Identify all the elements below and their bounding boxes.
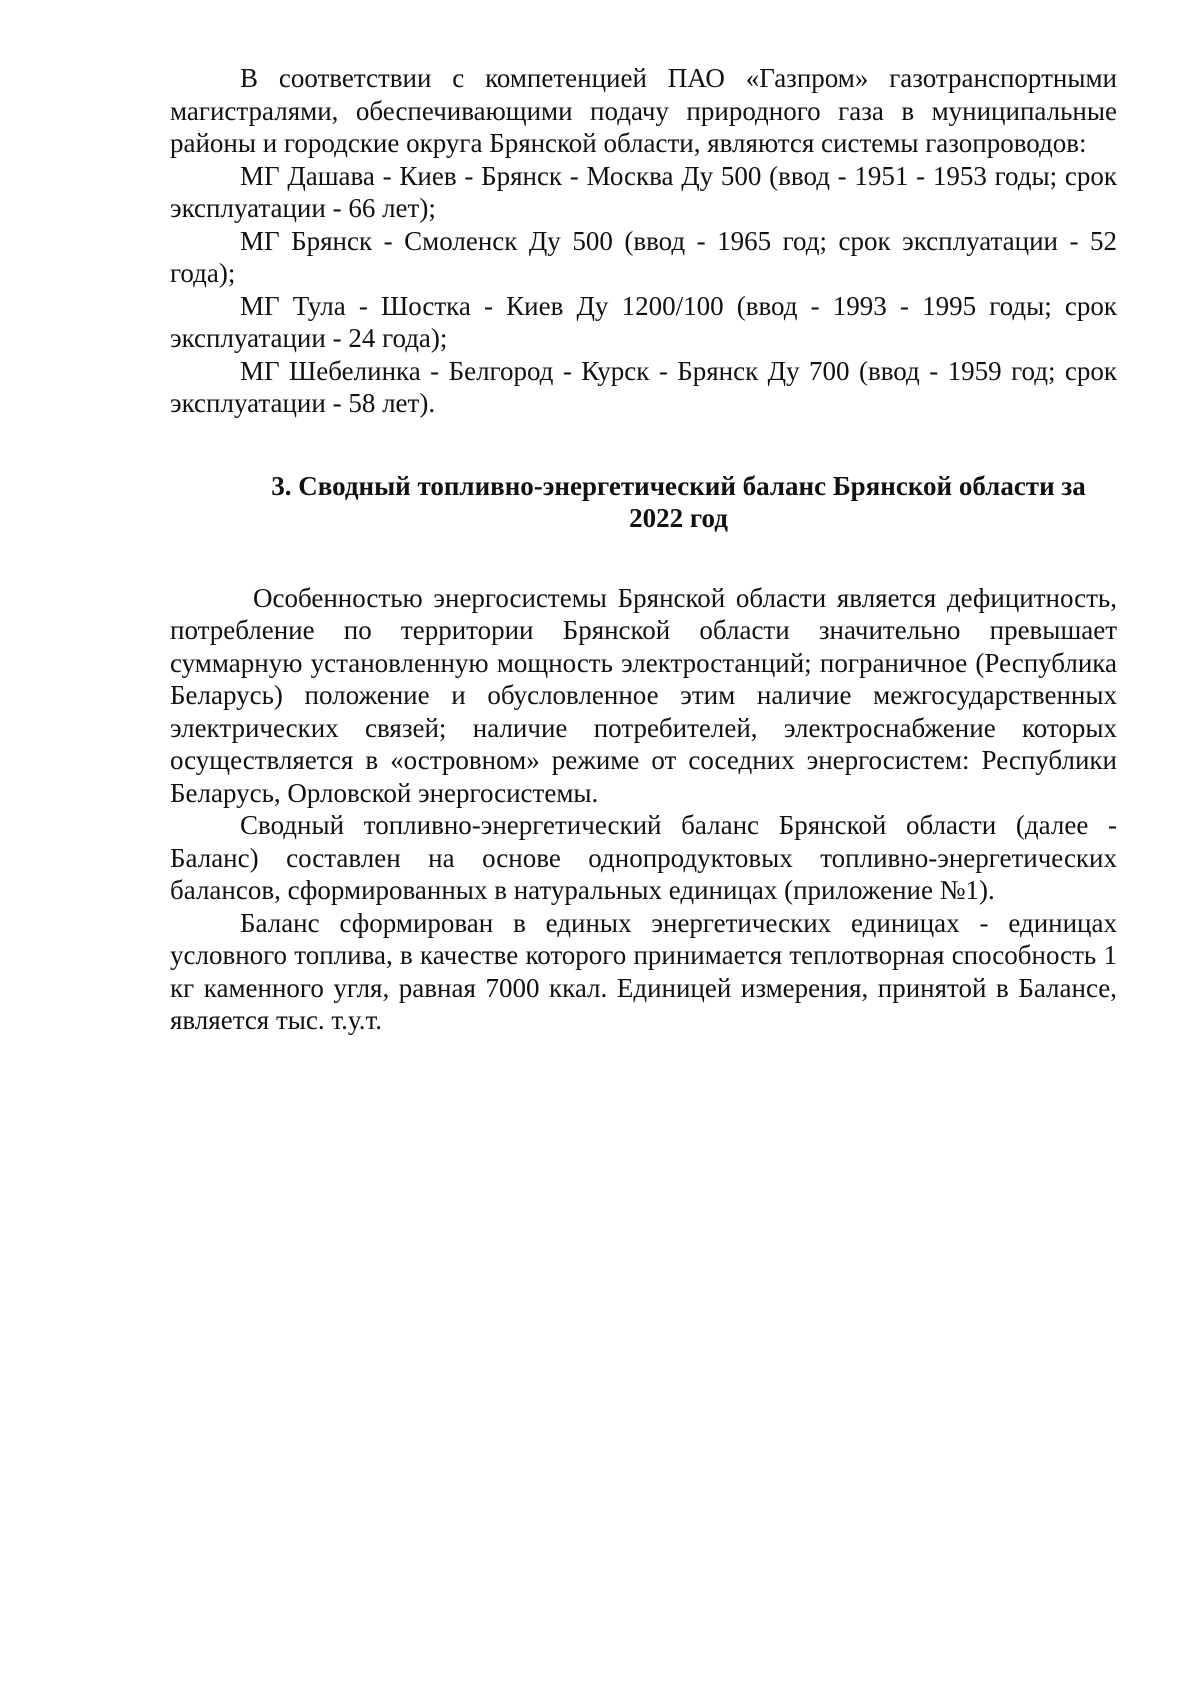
section-paragraph-units: Баланс сформирован в единых энергетических единицах - единицах условного топлива, в качестве которого принимается теплотворная способность 1 кг каменного угля, равная 7000 ккал. Единицей измерения, принятой в Балансе, является тыс. т.у.т. [170,907,1117,1035]
pipeline-item-dashava: МГ Дашава - Киев - Брянск - Москва Ду 500 (ввод - 1951 - 1953 годы; срок эксплуатации - 66 лет); [170,160,1117,223]
section-heading-line-1: 3. Сводный топливно-энергетический баланс Брянской области за [271,470,1086,501]
pipeline-item-tula-shostka: МГ Тула - Шостка - Киев Ду 1200/100 (ввод - 1993 - 1995 годы; срок эксплуатации - 24 года); [170,290,1117,353]
section-heading-line-2: 2022 год [629,502,728,533]
section-paragraph-balance: Сводный топливно-энергетический баланс Брянской области (далее - Баланс) составлен на основе однопродуктовых топливно-энергетических балансов, сформированных в натуральных единицах (приложение №1). [170,810,1117,905]
intro-paragraph: В соответствии с компетенцией ПАО «Газпром» газотранспортными магистралями, обеспечивающими подачу природного газа в муниципальные районы и городские округа Брянской области, являются системы газопроводов: [170,63,1117,158]
section-paragraph-features: Особенностью энергосистемы Брянской области является дефицитность, потребление по территории Брянской области значительно превышает суммарную установленную мощность электростанций; пограничное (Республика Беларусь) положение и обусловленное этим наличие межгосударственных электрических связей; наличие потребителей, электроснабжение которых осуществляется в «островном» режиме от соседних энергосистем: Республики Беларусь, Орловской энергосистемы. [170,582,1117,808]
section-heading [170,470,1117,534]
pipeline-item-shebelinka: МГ Шебелинка - Белгород - Курск - Брянск Ду 700 (ввод - 1959 год; срок эксплуатации - 58 лет). [170,355,1117,418]
document-body [170,62,1117,1037]
pipeline-item-bryansk-smolensk: МГ Брянск - Смоленск Ду 500 (ввод - 1965 год; срок эксплуатации - 52 года); [170,225,1117,288]
